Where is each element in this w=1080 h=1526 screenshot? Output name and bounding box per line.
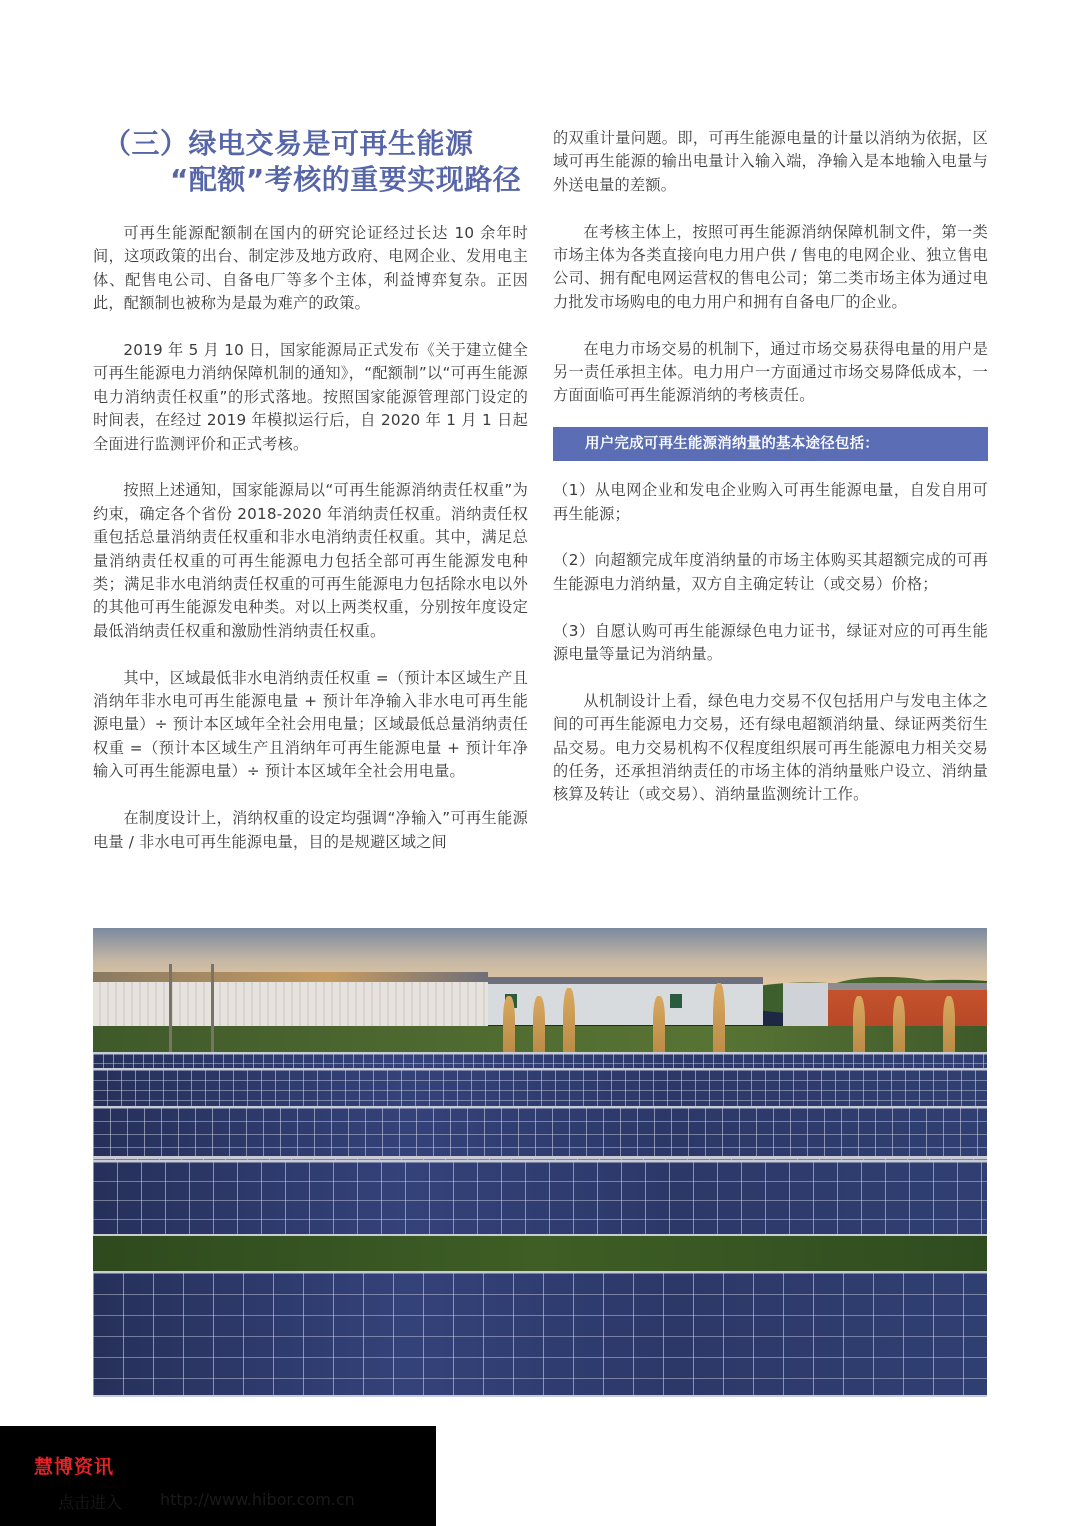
warehouse-left-roof [93, 972, 488, 982]
utility-pole [169, 964, 172, 1064]
solar-panel-row [93, 1106, 987, 1158]
left-column [93, 222, 528, 877]
solar-panel-farm-photo [93, 928, 987, 1397]
paragraph: 按照上述通知，国家能源局以“可再生能源消纳责任权重”为约束，确定各个省份 2018-2020 年消纳责任权重。消纳责任权重包括总量消纳责任权重和非水电消纳责任权重。其中，满足总量消纳责任权重的可再生能源电力包括全部可再生能源发电种类；满足非水电消纳责任权重的可再生能源电力包括除水电以外的其他可再生能源发电种类。对以上两类权重，分别按年度设定最低消纳责任权重和激励性消纳责任权重。 [93, 481, 528, 640]
watermark-banner [0, 1426, 436, 1526]
list-item: （1）从电网企业和发电企业购入可再生能源电量，自发自用可再生能源； [553, 481, 988, 523]
poplar-tree [943, 996, 955, 1056]
paragraph: 其中，区域最低非水电消纳责任权重 =（预计本区域生产且消纳年非水电可再生能源电量 + 预计年净输入非水电可再生能源电量）÷ 预计本区域年全社会用电量；区域最低总量消纳责任权重 =（预计本区域生产且消纳年可再生能源电量 + 预计年净输入可再生能源电量）÷ 预计本区域年全社会用电量。 [93, 668, 528, 781]
watermark-link-label[interactable]: 点击进入 [58, 1493, 123, 1512]
paragraph: 可再生能源配额制在国内的研究论证经过长达 10 余年时间，这项政策的出台、制定涉及地方政府、电网企业、发用电主体、配售电公司、自备电厂等多个主体，利益博弈复杂。正因此，配额制也被称为是最为难产的政策。 [93, 224, 528, 313]
solar-panel-row [93, 1271, 987, 1397]
poplar-tree [533, 996, 545, 1056]
grass-strip [93, 1236, 987, 1272]
callout-banner: 用户完成可再生能源消纳量的基本途径包括： [553, 427, 988, 461]
right-column [553, 127, 988, 830]
utility-pole [211, 964, 214, 1064]
watermark-url[interactable]: http://www.hibor.com.cn [160, 1490, 355, 1509]
green-door [670, 994, 682, 1008]
watermark-brand: 慧博资讯 [34, 1456, 115, 1478]
section-title-line2: “配额”考核的重要实现路径 [170, 163, 522, 196]
paragraph-continuation: 的双重计量问题。即，可再生能源电量的计量以消纳为依据，区域可再生能源的输出电量计入输入端，净输入是本地输入电量与外送电量的差额。 [553, 129, 988, 194]
warehouse-middle-roof [488, 977, 763, 984]
paragraph: 在电力市场交易的机制下，通过市场交易获得电量的用户是另一责任承担主体。电力用户一方面通过市场交易降低成本，一方面面临可再生能源消纳的考核责任。 [553, 339, 988, 405]
poplar-tree [713, 983, 725, 1063]
poplar-tree [653, 996, 665, 1056]
list-item: （3）自愿认购可再生能源绿色电力证书，绿证对应的可再生能源电量等量记为消纳量。 [553, 621, 988, 664]
paragraph: 从机制设计上看，绿色电力交易不仅包括用户与发电主体之间的可再生能源电力交易，还有绿电超额消纳量、绿证两类衍生品交易。电力交易机构不仅程度组织展可再生能源电力相关交易的任务，还承担消纳责任的市场主体的消纳量账户设立、消纳量核算及转让（或交易）、消纳量监测统计工作。 [553, 691, 988, 804]
paragraph: 2019 年 5 月 10 日，国家能源局正式发布《关于建立健全可再生能源电力消纳保障机制的通知》，“配额制”以“可再生能源电力消纳责任权重”的形式落地。按照国家能源管理部门设定的时间表，在经过 2019 年模拟运行后，自 2020 年 1 月 1 日起全面进行监测评价和正式考核。 [93, 341, 528, 453]
section-title [103, 126, 543, 198]
poplar-tree [853, 996, 865, 1056]
section-title-line1: （三）绿电交易是可再生能源 [103, 127, 474, 160]
paragraph: 在制度设计上，消纳权重的设定均强调“净输入”可再生能源电量 / 非水电可再生能源电量，目的是规避区域之间 [93, 809, 528, 851]
poplar-tree [563, 988, 575, 1058]
solar-panel-row [93, 1160, 987, 1236]
paragraph: 在考核主体上，按照可再生能源消纳保障机制文件，第一类市场主体为各类直接向电力用户供 / 售电的电网企业、独立售电公司、拥有配电网运营权的售电公司；第二类市场主体为通过电力批发市场购电的电力用户和拥有自备电厂的企业。 [553, 222, 988, 311]
list-item: （2）向超额完成年度消纳量的市场主体购买其超额完成的可再生能源电力消纳量，双方自主确定转让（或交易）价格； [553, 551, 988, 593]
solar-panel-row [93, 1068, 987, 1108]
poplar-tree [503, 996, 515, 1056]
poplar-tree [893, 996, 905, 1056]
